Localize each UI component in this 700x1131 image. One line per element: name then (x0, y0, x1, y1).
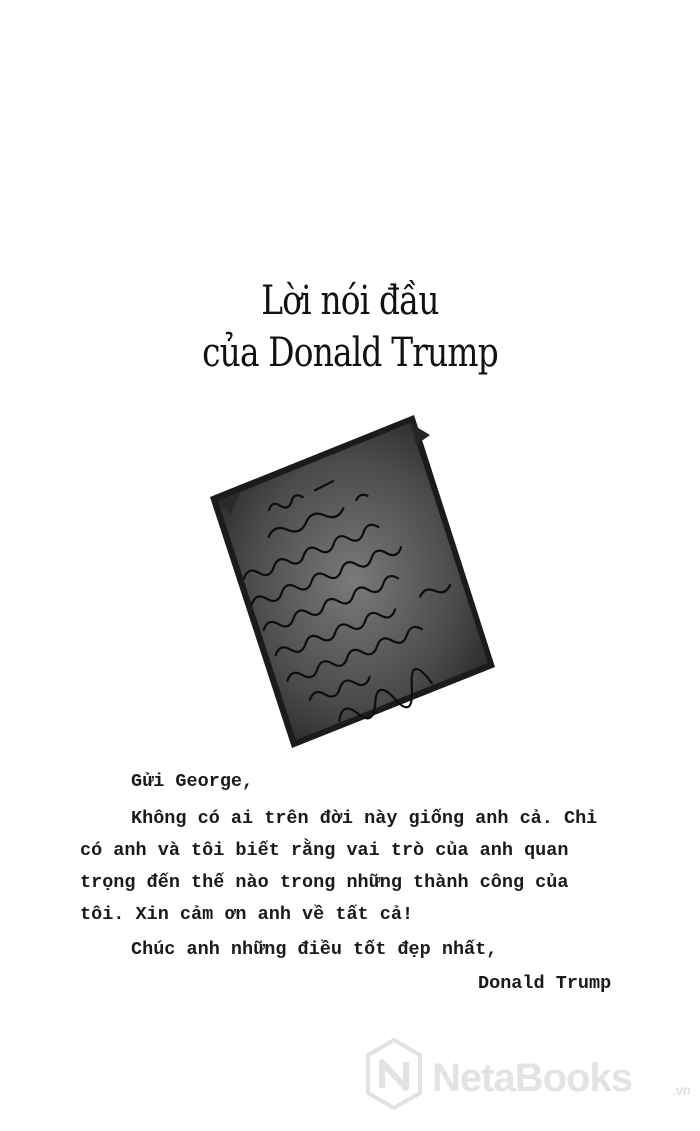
watermark-suffix: .vn (672, 1082, 691, 1098)
chapter-title-line-1: Lời nói đầu (261, 278, 439, 324)
netabooks-watermark (366, 1032, 696, 1122)
letter-closing: Chúc anh những điều tốt đẹp nhất, (131, 939, 498, 960)
letter-line-2: có anh và tôi biết rằng vai trò của anh quan (80, 840, 569, 861)
letter-line-3: trọng đến thế nào trong những thành công của (80, 872, 569, 893)
watermark-brand: NetaBooks (432, 1056, 632, 1100)
netabooks-n-logo-icon (366, 1038, 422, 1110)
handwritten-note-photo (210, 415, 495, 748)
letter-line-4: tôi. Xin cảm ơn anh về tất cả! (80, 904, 414, 925)
letter-signature: Donald Trump (478, 973, 612, 994)
letter-line-1: Không có ai trên đời này giống anh cả. Chỉ (131, 808, 598, 829)
chapter-title-line-2: của Donald Trump (202, 330, 498, 376)
letter-greeting: Gửi George, (131, 771, 254, 792)
